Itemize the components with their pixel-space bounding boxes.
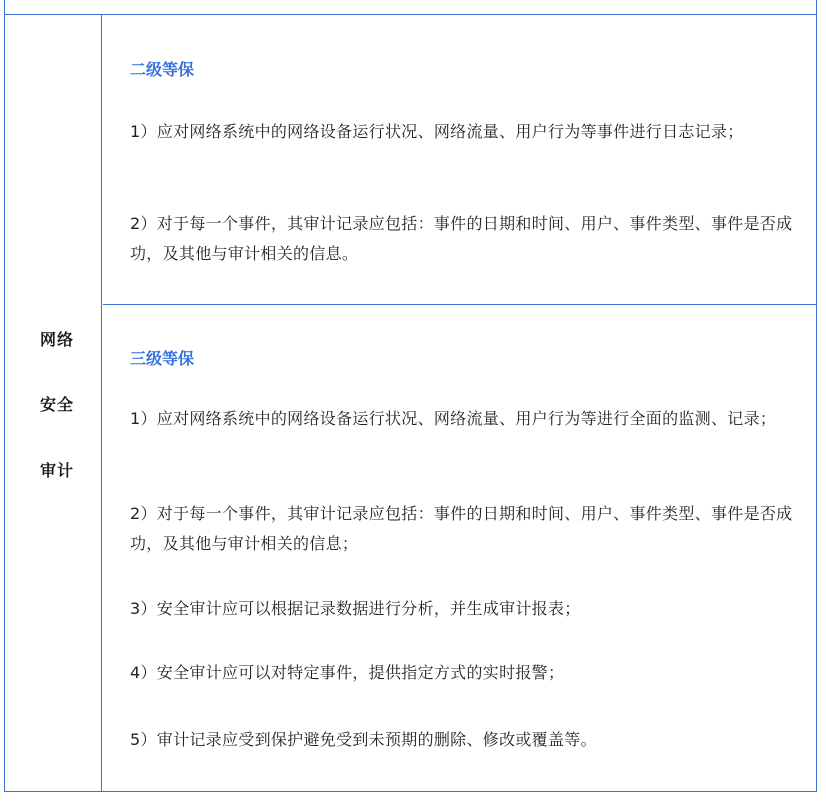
list-item: 1）应对网络系统中的网络设备运行状况、网络流量、用户行为等进行全面的监测、记录； xyxy=(130,409,777,428)
section-level-3 xyxy=(103,305,817,791)
list-item: 2）对于每一个事件，其审计记录应包括：事件的日期和时间、用户、事件类型、事件是否成功，及其他与审计相关的信息； xyxy=(130,504,793,553)
next-row-edge xyxy=(4,792,817,804)
category-label-line-3: 审计 xyxy=(40,461,75,480)
category-cell xyxy=(4,15,102,791)
list-item: 2）对于每一个事件，其审计记录应包括：事件的日期和时间、用户、事件类型、事件是否成功，及其他与审计相关的信息。 xyxy=(130,214,793,263)
section-heading: 三级等保 xyxy=(130,349,195,368)
list-item: 3）安全审计应可以根据记录数据进行分析，并生成审计报表； xyxy=(130,599,581,618)
category-label-line-1: 网络 xyxy=(40,330,75,349)
list-item: 1）应对网络系统中的网络设备运行状况、网络流量、用户行为等事件进行日志记录； xyxy=(130,122,744,141)
category-label-line-2: 安全 xyxy=(40,395,75,414)
section-heading: 二级等保 xyxy=(130,60,195,79)
list-item: 5）审计记录应受到保护避免受到未预期的删除、修改或覆盖等。 xyxy=(130,730,597,749)
section-level-2 xyxy=(103,15,817,305)
list-item: 4）安全审计应可以对特定事件，提供指定方式的实时报警； xyxy=(130,663,565,682)
